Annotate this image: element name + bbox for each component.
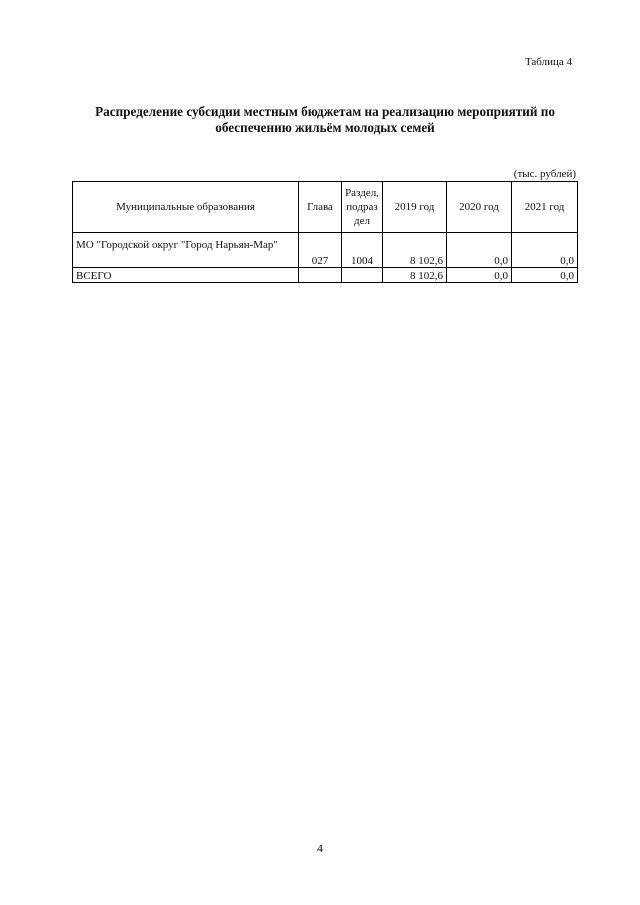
header-year-2020: 2020 год bbox=[447, 182, 512, 233]
header-section-line-2: подраз bbox=[346, 201, 378, 213]
table-number: Таблица 4 bbox=[524, 56, 572, 68]
total-label: ВСЕГО bbox=[73, 268, 299, 283]
header-section-line-3: дел bbox=[354, 215, 370, 227]
cell-year-2021: 0,0 bbox=[512, 233, 578, 268]
header-year-2019: 2019 год bbox=[383, 182, 447, 233]
cell-section: 1004 bbox=[342, 233, 383, 268]
title-line-1: Распределение субсидии местным бюджетам на реализацию мероприятий по bbox=[95, 104, 555, 119]
header-section-line-1: Раздел, bbox=[345, 187, 379, 199]
cell-municipality: МО "Городской округ "Город Нарьян-Мар" bbox=[73, 233, 299, 268]
total-year-2019: 8 102,6 bbox=[383, 268, 447, 283]
table-header-row bbox=[73, 182, 578, 233]
page-number: 4 bbox=[317, 841, 323, 855]
header-chapter: Глава bbox=[299, 182, 342, 233]
cell-year-2020: 0,0 bbox=[447, 233, 512, 268]
total-row bbox=[73, 268, 578, 283]
budget-table bbox=[72, 181, 578, 283]
total-year-2020: 0,0 bbox=[447, 268, 512, 283]
document-title bbox=[72, 104, 578, 136]
header-year-2021: 2021 год bbox=[512, 182, 578, 233]
header-municipality: Муниципальные образования bbox=[73, 182, 299, 233]
total-chapter-empty bbox=[299, 268, 342, 283]
total-year-2021: 0,0 bbox=[512, 268, 578, 283]
table-row bbox=[73, 233, 578, 268]
cell-year-2019: 8 102,6 bbox=[383, 233, 447, 268]
total-section-empty bbox=[342, 268, 383, 283]
header-section bbox=[342, 182, 383, 233]
cell-chapter: 027 bbox=[299, 233, 342, 268]
units-label: (тыс. рублей) bbox=[513, 168, 576, 180]
title-line-2: обеспечению жильём молодых семей bbox=[215, 120, 435, 135]
